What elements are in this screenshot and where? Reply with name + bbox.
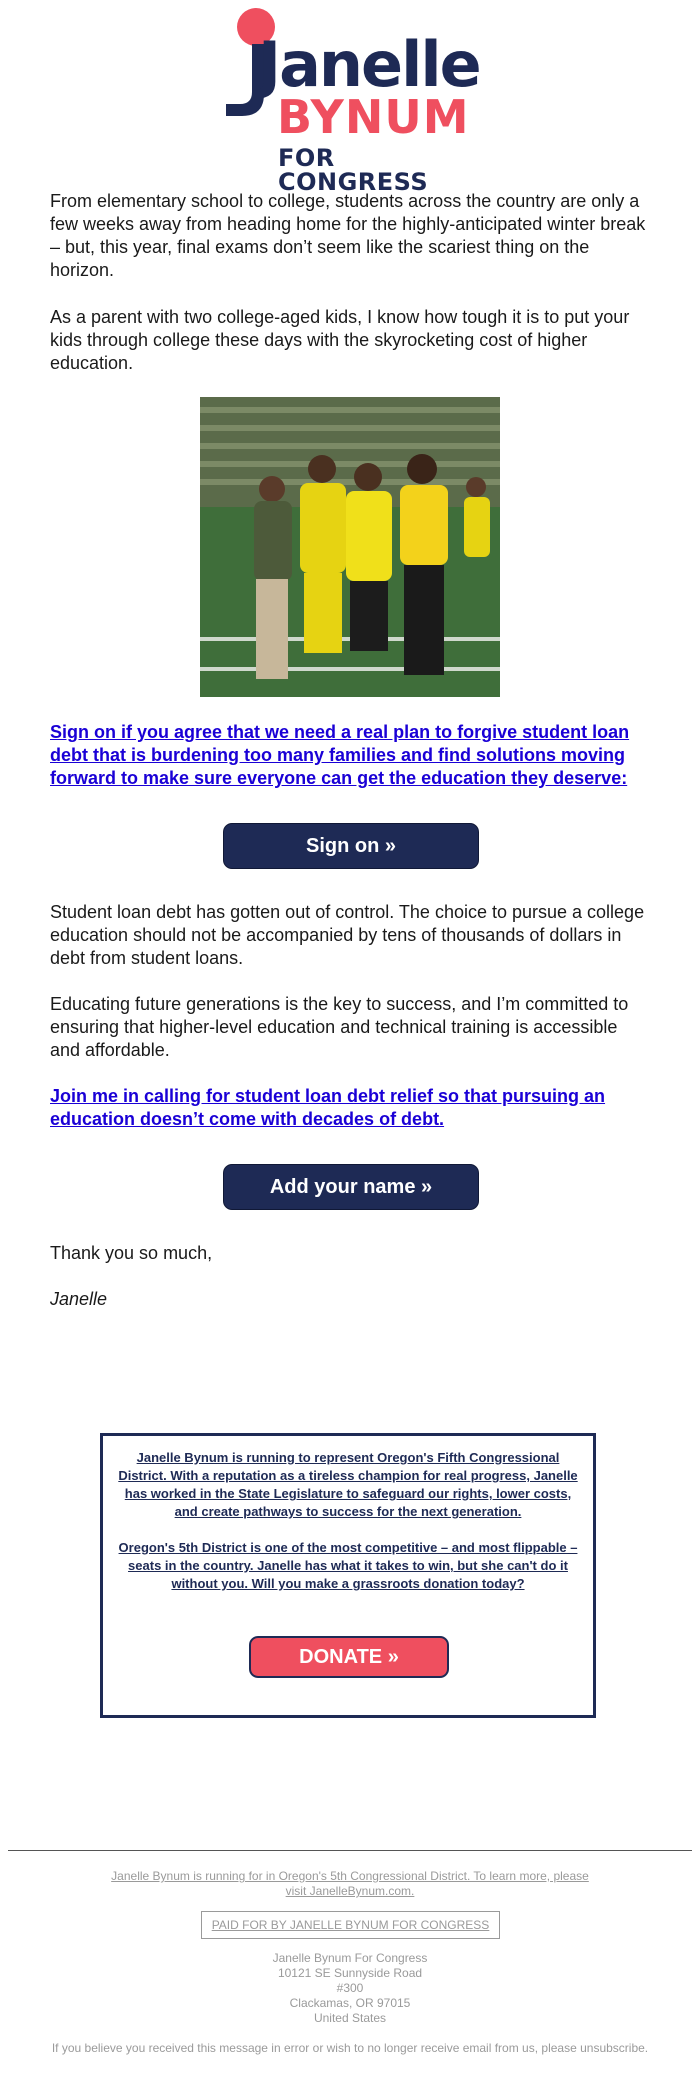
add-your-name-button[interactable]: Add your name » — [223, 1164, 479, 1210]
address-line: 10121 SE Sunnyside Road — [277, 1966, 423, 1980]
address-line: Janelle Bynum For Congress — [272, 1951, 428, 1965]
donate-box-paragraph-1[interactable]: Janelle Bynum is running to represent Oregon's Fifth Congressional District. With a reputation as a tireless champion for real progress, Janelle has worked in the State Legislature to safeguard our rights, lower costs, and create pathways to success for the next generation. — [118, 1450, 578, 1519]
donate-box-paragraph-2[interactable]: Oregon's 5th District is one of the most competitive – and most flippable – seats in the country. Janelle has what it takes to win, but she can't do it without you. Will you make a grassroots donation today? — [118, 1540, 578, 1591]
family-photo — [200, 397, 500, 697]
address-line: Clackamas, OR 97015 — [289, 1996, 411, 2010]
signoff-name: Janelle — [50, 1289, 108, 1309]
sign-on-button[interactable]: Sign on » — [223, 823, 479, 869]
logo-last-name: BYNUM — [277, 90, 470, 144]
donate-button[interactable]: DONATE » — [249, 1636, 449, 1678]
logo-subtitle: FOR CONGRESS — [278, 144, 429, 196]
body-paragraph-1: Student loan debt has gotten out of control. The choice to pursue a college education should not be accompanied by tens of thousands of dollars in debt from student loans. — [50, 902, 645, 968]
address-line: #300 — [336, 1981, 364, 1995]
address-line: United States — [313, 2011, 387, 2025]
footer-address — [150, 1951, 550, 2026]
footer-divider — [8, 1850, 692, 1851]
logo-first-name: Janelle — [258, 28, 480, 101]
donate-box — [100, 1433, 596, 1718]
signoff-thanks: Thank you so much, — [50, 1243, 213, 1263]
paid-for-disclaimer[interactable]: PAID FOR BY JANELLE BYNUM FOR CONGRESS — [201, 1911, 500, 1939]
unsubscribe-notice[interactable]: If you believe you received this message in error or wish to no longer receive email from us, please unsubscribe. — [51, 2041, 649, 2055]
intro-paragraph-2: As a parent with two college-aged kids, I know how tough it is to put your kids through college these days with the skyrocketing cost of higher education. — [50, 307, 630, 373]
campaign-logo — [220, 6, 480, 196]
cta-add-name-link[interactable]: Join me in calling for student loan debt relief so that pursuing an education doesn’t come with decades of debt. — [50, 1086, 606, 1129]
footer-note[interactable]: Janelle Bynum is running for in Oregon's 5th Congressional District. To learn more, please visit JanelleBynum.com. — [111, 1869, 589, 1898]
body-paragraph-2: Educating future generations is the key to success, and I’m committed to ensuring that higher-level education and technical training is accessible and affordable. — [50, 994, 629, 1060]
cta-sign-on-link[interactable]: Sign on if you agree that we need a real plan to forgive student loan debt that is burdening too many families and find solutions moving forward to make sure everyone can get the education they deserve: — [50, 722, 630, 788]
photo-illustration — [200, 397, 500, 697]
intro-paragraph-1: From elementary school to college, students across the country are only a few weeks away from heading home for the highly-anticipated winter break – but, this year, final exams don’t seem like the scariest thing on the horizon. — [50, 191, 646, 280]
